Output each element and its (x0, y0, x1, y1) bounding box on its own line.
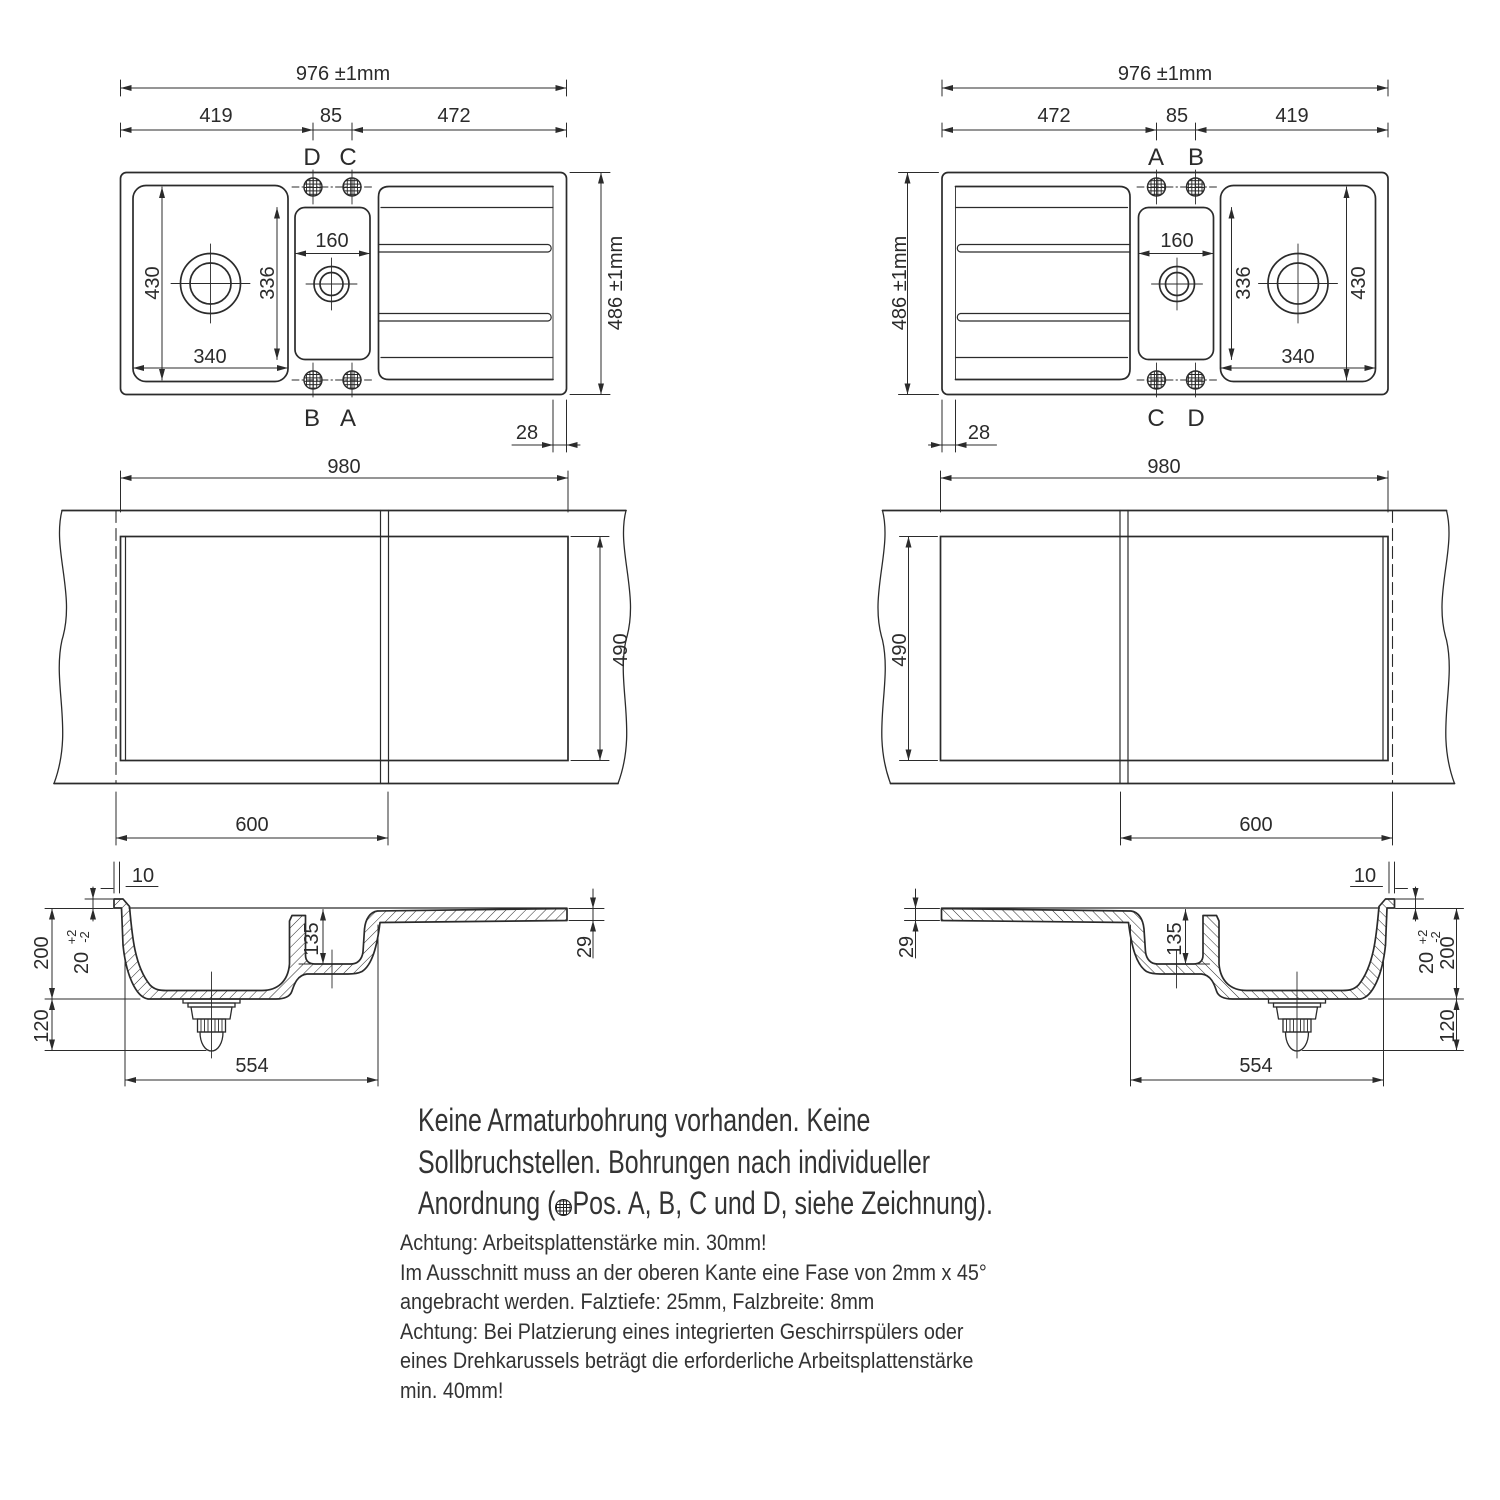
note-main-line3a: Anordnung ( (418, 1185, 556, 1221)
dim-sec20: 20 (71, 951, 93, 975)
dim-sec29: 29 (574, 935, 596, 959)
note-small-line4: Achtung: Bei Platzierung eines integrierten Geschirrspülers oder (400, 1318, 964, 1344)
dim-basin340: 340 (193, 346, 227, 368)
dim-sec554: 554 (1239, 1055, 1273, 1077)
hole-label-d: D (303, 144, 321, 171)
dim-seg472: 472 (1037, 105, 1071, 127)
dim-sec120: 120 (31, 1009, 53, 1043)
dim-sec554: 554 (235, 1055, 269, 1077)
dim-overall-depth: 486 ±1mm (605, 235, 627, 331)
dim-basin430: 430 (1348, 266, 1370, 300)
plan-view-left (121, 80, 611, 452)
hole-label-b: B (303, 405, 321, 432)
dim-sec200: 200 (31, 936, 53, 970)
dim-10: 10 (131, 865, 155, 887)
dim-cut980: 980 (1147, 456, 1181, 478)
dim-cut600: 600 (235, 814, 269, 836)
dim-sec20-minus: -2 (1428, 931, 1443, 943)
note-small (400, 1228, 987, 1406)
dim-sec120: 120 (1437, 1009, 1459, 1043)
note-small-line6: min. 40mm! (400, 1377, 504, 1403)
dim-cut490: 490 (889, 633, 911, 667)
dim-seg419: 419 (199, 105, 233, 127)
dim-overall-width: 976 ±1mm (295, 63, 391, 85)
dim-rim28: 28 (967, 422, 991, 444)
section-view-right (905, 887, 1464, 1086)
dim-sec20: 20 (1416, 951, 1438, 975)
dim-basin340: 340 (1281, 346, 1315, 368)
dim-sec20-plus: +2 (64, 929, 79, 945)
hole-label-a: A (339, 405, 357, 432)
dim-seg85: 85 (1165, 105, 1189, 127)
dimension-labels (31, 63, 1459, 1077)
note-main-line3 (418, 1183, 993, 1225)
note-main-line2: Sollbruchstellen. Bohrungen nach individueller (418, 1143, 931, 1180)
cutout-view-right (878, 471, 1455, 893)
dim-basin430: 430 (142, 266, 164, 300)
note-small-line2: Im Ausschnitt muss an der oberen Kante eine Fase von 2mm x 45° (400, 1259, 987, 1285)
dim-rim28: 28 (515, 422, 539, 444)
note-small-line1: Achtung: Arbeitsplattenstärke min. 30mm! (400, 1230, 767, 1255)
hole-label-b: B (1187, 144, 1205, 171)
hole-label-c: C (339, 144, 357, 171)
dim-sec135: 135 (1164, 922, 1186, 956)
dim-sec20-minus: -2 (77, 931, 92, 943)
dim-small336: 336 (1233, 266, 1255, 300)
dim-overall-width: 976 ±1mm (1117, 63, 1213, 85)
dim-small160: 160 (1160, 230, 1194, 252)
hole-label-d: D (1187, 405, 1205, 432)
dim-seg472: 472 (437, 105, 471, 127)
plan-view-right (899, 80, 1389, 452)
note-main-line1: Keine Armaturbohrung vorhanden. Keine (418, 1102, 871, 1138)
hole-label-c: C (1147, 405, 1165, 432)
dim-cut490: 490 (610, 633, 632, 667)
section-view-left (45, 887, 604, 1086)
dim-sec135: 135 (301, 922, 323, 956)
note-small-line5: eines Drehkarussels beträgt die erforderliche Arbeitsplattenstärke (400, 1348, 974, 1374)
cutout-view-left (54, 471, 631, 893)
dim-seg419: 419 (1275, 105, 1309, 127)
dim-small160: 160 (315, 230, 349, 252)
dim-cut980: 980 (327, 456, 361, 478)
note-main-line3b: Pos. A, B, C und D, siehe Zeichnung). (572, 1185, 993, 1221)
drill-position-icon (555, 1199, 572, 1216)
dim-10: 10 (1353, 865, 1377, 887)
dim-sec200: 200 (1437, 936, 1459, 970)
note-main (418, 1100, 993, 1225)
dim-sec20-plus: +2 (1415, 929, 1430, 945)
dim-sec29: 29 (896, 935, 918, 959)
note-small-line3: angebracht werden. Falztiefe: 25mm, Falzbreite: 8mm (400, 1289, 875, 1315)
dim-seg85: 85 (319, 105, 343, 127)
dim-overall-depth: 486 ±1mm (889, 235, 911, 331)
dim-cut600: 600 (1239, 814, 1273, 836)
hole-label-a: A (1147, 144, 1165, 171)
dim-small336: 336 (257, 266, 279, 300)
